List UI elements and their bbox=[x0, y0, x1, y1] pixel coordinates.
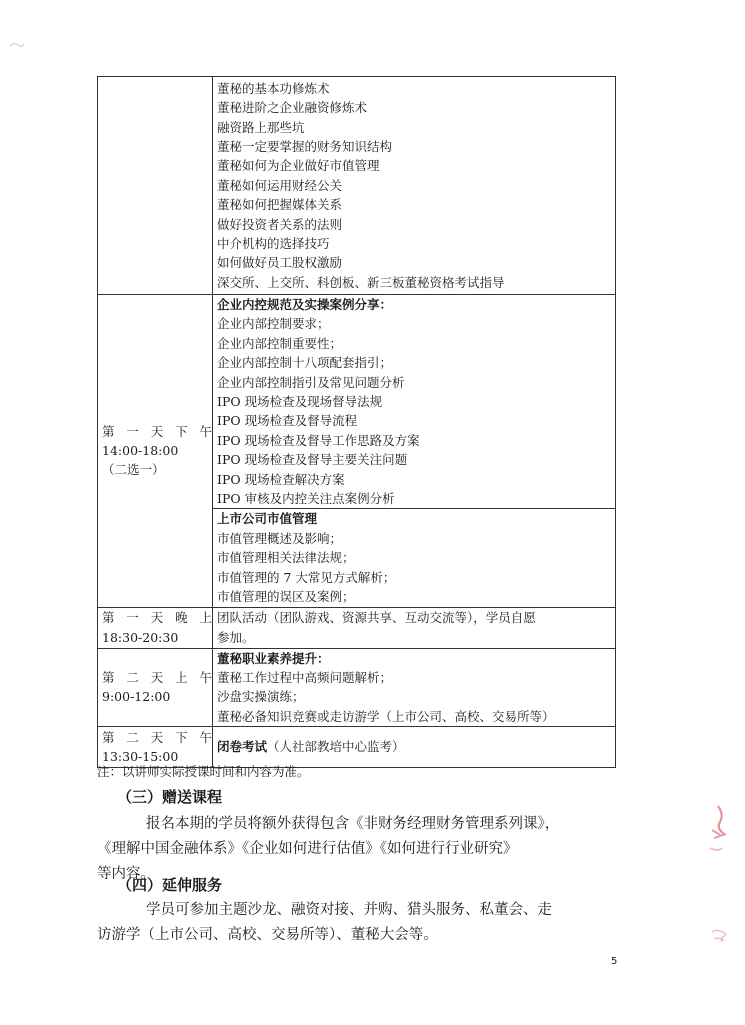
list-item: 董秘如何运用财经公关 bbox=[217, 177, 343, 193]
time-range: 9:00-12:00 bbox=[102, 689, 171, 705]
table-row bbox=[98, 648, 616, 727]
list-item: 企业内部控制重要性； bbox=[217, 335, 343, 351]
list-item: 中介机构的选择技巧 bbox=[217, 236, 330, 252]
list-item: 市值管理的误区及案例； bbox=[217, 589, 355, 605]
table-row bbox=[98, 607, 616, 648]
section-heading: 董秘职业素养提升： bbox=[217, 650, 330, 666]
time-label: 第 二 天 下 午 bbox=[102, 729, 212, 745]
paragraph-line: 《理解中国金融体系》《企业如何进行估值》《如何进行行业研究》 bbox=[97, 841, 518, 857]
exam-heading: 闭卷考试 bbox=[217, 739, 268, 755]
list-item: 做好投资者关系的法则 bbox=[217, 216, 343, 232]
table-row bbox=[98, 295, 616, 509]
exam-detail: （人社部教培中心监考） bbox=[267, 739, 405, 755]
time-cell bbox=[98, 295, 213, 608]
list-item: 市值管理的 7 大常见方式解析； bbox=[217, 569, 396, 585]
table-note: 注：以讲师实际授课时间和内容为准。 bbox=[97, 764, 310, 779]
time-label: 第 二 天 上 午 bbox=[102, 669, 212, 685]
list-item: 融资路上那些坑 bbox=[217, 119, 305, 135]
list-item: 企业内部控制十八项配套指引； bbox=[217, 355, 393, 371]
section-title-extended-services: （四）延伸服务 bbox=[117, 876, 223, 894]
time-cell-empty bbox=[98, 77, 213, 295]
content-cell bbox=[213, 648, 616, 727]
paragraph-line: 学员可参加主题沙龙、融资对接、并购、猎头服务、私董会、走 bbox=[146, 902, 552, 918]
list-item: IPO 现场检查解决方案 bbox=[217, 471, 345, 487]
list-item: 参加。 bbox=[217, 629, 255, 645]
content-cell bbox=[213, 295, 616, 509]
list-item: 企业内部控制要求； bbox=[217, 316, 330, 332]
section-heading: 上市公司市值管理 bbox=[217, 511, 318, 527]
content-cell bbox=[213, 509, 616, 607]
list-item: 董秘进阶之企业融资修炼术 bbox=[217, 100, 368, 116]
time-cell bbox=[98, 648, 213, 727]
list-item: 董秘工作过程中高频问题解析； bbox=[217, 669, 393, 685]
time-label: 第 一 天 下 午 bbox=[102, 423, 212, 439]
time-range: 14:00-18:00 bbox=[102, 443, 179, 459]
paragraph-line: 等内容。 bbox=[97, 866, 155, 882]
time-cell bbox=[98, 607, 213, 648]
paragraph-line: 访游学（上市公司、高校、交易所等）、董秘大会等。 bbox=[97, 927, 438, 943]
list-item: 企业内部控制指引及常见问题分析 bbox=[217, 374, 405, 390]
page-number: 5 bbox=[611, 956, 618, 967]
list-item: 如何做好员工股权激励 bbox=[217, 255, 343, 271]
section-heading: 企业内控规范及实操案例分享： bbox=[217, 297, 393, 312]
content-cell bbox=[213, 77, 616, 295]
list-item: 深交所、上交所、科创板、新三板董秘资格考试指导 bbox=[217, 274, 505, 290]
time-note: （二选一） bbox=[102, 462, 165, 478]
exam-line bbox=[217, 737, 615, 756]
list-item: IPO 现场检查及督导工作思路及方案 bbox=[217, 432, 420, 448]
section-title-gift-courses: （三）赠送课程 bbox=[117, 788, 223, 806]
seal-stamp-fragment-icon bbox=[700, 800, 740, 960]
time-label: 第 一 天 晚 上 bbox=[102, 610, 212, 626]
content-cell bbox=[213, 607, 616, 648]
content-cell bbox=[213, 727, 616, 768]
list-item: 沙盘实操演练； bbox=[217, 689, 305, 705]
list-item: IPO 现场检查及现场督导法规 bbox=[217, 394, 383, 410]
time-range: 18:30-20:30 bbox=[102, 629, 179, 645]
list-item: 董秘必备知识竞赛或走访游学（上市公司、高校、交易所等） bbox=[217, 708, 555, 724]
time-range: 13:30-15:00 bbox=[102, 749, 179, 765]
list-item: 团队活动（团队游戏、资源共享、互动交流等），学员自愿 bbox=[217, 610, 536, 626]
list-item: 董秘一定要掌握的财务知识结构 bbox=[217, 138, 393, 154]
time-cell bbox=[98, 727, 213, 768]
list-item: IPO 现场检查及督导流程 bbox=[217, 413, 358, 429]
scan-mark-icon bbox=[8, 40, 26, 50]
table-row bbox=[98, 727, 616, 768]
list-item: IPO 现场检查及督导主要关注问题 bbox=[217, 452, 408, 468]
paragraph-line: 报名本期的学员将额外获得包含《非财务经理财务管理系列课》， bbox=[146, 816, 560, 832]
list-item: 市值管理相关法律法规； bbox=[217, 550, 355, 566]
list-item: 市值管理概述及影响； bbox=[217, 530, 343, 546]
list-item: 董秘的基本功修炼术 bbox=[217, 80, 330, 96]
table-row bbox=[98, 77, 616, 295]
list-item: IPO 审核及内控关注点案例分析 bbox=[217, 491, 395, 507]
list-item: 董秘如何为企业做好市值管理 bbox=[217, 158, 380, 174]
schedule-table bbox=[97, 76, 616, 768]
list-item: 董秘如何把握媒体关系 bbox=[217, 197, 343, 213]
